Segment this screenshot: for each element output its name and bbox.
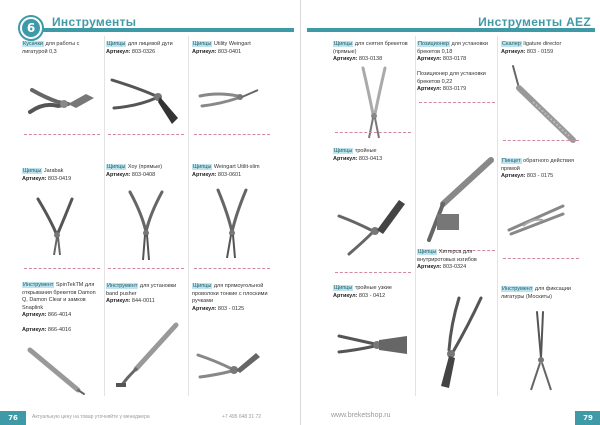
left-footer bbox=[0, 409, 300, 425]
separator bbox=[194, 268, 270, 269]
article-number: 803-0419 bbox=[46, 175, 72, 182]
product-name: для прямоугольной проволоки тонкие с плоскими ручками bbox=[192, 283, 268, 304]
product-5[interactable] bbox=[192, 164, 272, 179]
product-3[interactable] bbox=[333, 148, 413, 163]
product-name: Хоу (прямые) bbox=[126, 164, 163, 170]
product-type: Щипцы bbox=[334, 285, 353, 291]
product-name: Utility Weingart bbox=[212, 41, 251, 47]
page-title: Инструменты bbox=[52, 15, 137, 29]
cutter-image bbox=[24, 76, 100, 126]
column-1 bbox=[22, 36, 102, 396]
article-label: Артикул: bbox=[192, 305, 217, 312]
product-4[interactable] bbox=[501, 158, 581, 181]
section-number: 6 bbox=[22, 19, 40, 37]
column-2 bbox=[106, 36, 186, 396]
product-type: Пинцет bbox=[502, 158, 521, 164]
article-label: Артикул: bbox=[501, 173, 526, 179]
article-label-2: Артикул: bbox=[22, 327, 47, 333]
product-name: для снятия брекетов (прямые) bbox=[333, 41, 408, 55]
positioner-image bbox=[419, 154, 495, 264]
jarabak-plier-image bbox=[24, 191, 100, 261]
article-number: 803-0324 bbox=[441, 264, 467, 270]
product-type: Позиционер bbox=[418, 41, 449, 47]
product-2[interactable] bbox=[192, 41, 272, 56]
product-type: Инструмент bbox=[502, 286, 533, 292]
article-number: 803-0178 bbox=[441, 56, 467, 62]
column-2 bbox=[417, 36, 497, 396]
article-label: Артикул: bbox=[106, 298, 131, 304]
extra-item: Позиционер для установки брекетов 0,22 bbox=[417, 71, 486, 85]
product-name: ligature director bbox=[521, 41, 562, 47]
how-plier-image bbox=[108, 186, 184, 266]
product-name: Weingart Utilit-slim bbox=[212, 164, 260, 170]
product-type: Инструмент bbox=[107, 283, 138, 289]
separator bbox=[335, 272, 411, 273]
article-label: Артикул: bbox=[106, 48, 131, 55]
product-type: Щипцы bbox=[193, 283, 212, 289]
product-0[interactable] bbox=[333, 41, 413, 64]
separator bbox=[108, 268, 184, 269]
product-name: для лицевой дуги bbox=[126, 41, 173, 47]
page-number: 76 bbox=[0, 411, 26, 425]
product-7[interactable] bbox=[106, 283, 186, 306]
product-6[interactable] bbox=[22, 282, 102, 335]
article-number: 803-0138 bbox=[357, 56, 383, 62]
utility-weingart-image bbox=[194, 76, 270, 116]
separator bbox=[24, 134, 100, 135]
article-number: 803 - 0412 bbox=[357, 292, 386, 299]
column-divider bbox=[415, 36, 416, 396]
product-name: для установки брекетов 0,18 bbox=[417, 41, 488, 55]
product-type: Щипцы bbox=[418, 249, 437, 255]
column-1 bbox=[333, 36, 413, 396]
rect-wire-plier-image bbox=[194, 331, 270, 391]
product-5[interactable] bbox=[333, 285, 413, 300]
article-label: Артикул: bbox=[333, 56, 358, 62]
product-type: Инструмент bbox=[23, 282, 54, 288]
product-type: Щипцы bbox=[334, 41, 353, 47]
product-name: тройные bbox=[353, 148, 377, 154]
column-divider bbox=[104, 36, 105, 396]
product-8[interactable] bbox=[192, 283, 272, 313]
separator bbox=[194, 134, 270, 135]
article-number: 803-0601 bbox=[216, 171, 242, 178]
page-number: 79 bbox=[575, 411, 600, 425]
product-name: тройные узкие bbox=[353, 285, 392, 291]
right-header bbox=[301, 10, 600, 28]
mosquito-image bbox=[503, 308, 579, 396]
footer-phone: +7 495 648 31 72 bbox=[222, 414, 262, 420]
product-name: SpinTekTM для открывания брекетов Damon Q, Damon Clear и замков Snaplink bbox=[22, 282, 96, 311]
separator bbox=[419, 102, 495, 103]
product-0[interactable] bbox=[22, 41, 102, 56]
article-label: Артикул: bbox=[417, 56, 442, 62]
product-type: Щипцы bbox=[193, 164, 212, 170]
triple-plier-image bbox=[335, 186, 411, 266]
product-7[interactable] bbox=[501, 286, 581, 301]
left-header bbox=[0, 10, 300, 35]
triple-narrow-plier-image bbox=[335, 306, 411, 376]
separator bbox=[24, 268, 100, 269]
article-number-2: 866-4016 bbox=[46, 327, 72, 333]
article-label: Артикул: bbox=[192, 48, 217, 55]
weingart-slim-image bbox=[194, 184, 270, 264]
article-number: 803 - 0159 bbox=[525, 48, 554, 55]
product-1[interactable] bbox=[417, 41, 497, 94]
article-label: Артикул: bbox=[22, 175, 47, 182]
right-footer bbox=[301, 409, 600, 425]
article-label: Артикул: bbox=[333, 155, 358, 162]
article-label: Артикул: bbox=[417, 264, 442, 270]
facebow-plier-image bbox=[108, 66, 184, 131]
higgers-plier-image bbox=[419, 294, 495, 394]
article-number: 866-4014 bbox=[46, 312, 72, 318]
separator bbox=[335, 132, 411, 133]
separator bbox=[503, 140, 579, 141]
page-title: Инструменты AEZ bbox=[478, 15, 591, 29]
product-1[interactable] bbox=[106, 41, 186, 56]
column-3 bbox=[192, 36, 272, 396]
product-type: Щипцы bbox=[193, 41, 212, 47]
product-4[interactable] bbox=[106, 164, 186, 179]
product-type: Щипцы bbox=[23, 168, 42, 174]
article-number: 803-0326 bbox=[130, 48, 156, 55]
article-label-2: Артикул: bbox=[417, 86, 442, 92]
article-number: 803 - 0125 bbox=[216, 305, 245, 312]
article-number: 803-0408 bbox=[130, 171, 156, 178]
product-6[interactable] bbox=[417, 249, 497, 272]
product-name: для работы с лигатурой 0,3 bbox=[22, 41, 80, 55]
separator bbox=[503, 258, 579, 259]
product-name: Хиггерса для внутриротовых изгибов bbox=[417, 249, 477, 263]
column-divider bbox=[497, 36, 498, 396]
product-3[interactable] bbox=[22, 168, 102, 183]
band-pusher-image bbox=[108, 321, 184, 396]
product-type: Скалер bbox=[502, 41, 521, 47]
article-number: 803-0413 bbox=[357, 155, 383, 162]
product-name: для установки band pusher bbox=[106, 283, 177, 297]
product-name: Jarabak bbox=[42, 168, 64, 174]
product-type: Щипцы bbox=[334, 148, 353, 154]
article-label: Артикул: bbox=[501, 48, 526, 55]
article-label: Артикул: bbox=[192, 171, 217, 178]
product-type: Щипцы bbox=[107, 41, 126, 47]
article-label: Артикул: bbox=[106, 171, 131, 178]
footer-note: Актуальную цену на товар уточняйте у менеджера bbox=[32, 414, 150, 420]
right-page bbox=[300, 0, 600, 425]
column-divider bbox=[188, 36, 189, 396]
footer-site[interactable]: www.breketshop.ru bbox=[331, 412, 391, 419]
product-name: для фиксации лигатуры (Москиты) bbox=[501, 286, 571, 300]
scaler-image bbox=[503, 58, 579, 146]
tweezers-image bbox=[503, 194, 579, 244]
article-number: 844-0011 bbox=[130, 298, 155, 304]
spintek-tool-image bbox=[24, 346, 100, 396]
separator bbox=[108, 134, 184, 135]
column-3 bbox=[501, 36, 581, 396]
article-number: 803-0401 bbox=[216, 48, 242, 55]
product-type: Щипцы bbox=[107, 164, 126, 170]
product-type: Кусачки bbox=[23, 41, 43, 47]
article-label: Артикул: bbox=[333, 292, 358, 299]
article-number-2: 803-0179 bbox=[441, 86, 467, 92]
article-label: Артикул: bbox=[22, 312, 47, 318]
article-number: 803 - 0175 bbox=[525, 173, 554, 179]
product-name: обратного действия прямой bbox=[501, 158, 574, 172]
product-2[interactable] bbox=[501, 41, 581, 56]
